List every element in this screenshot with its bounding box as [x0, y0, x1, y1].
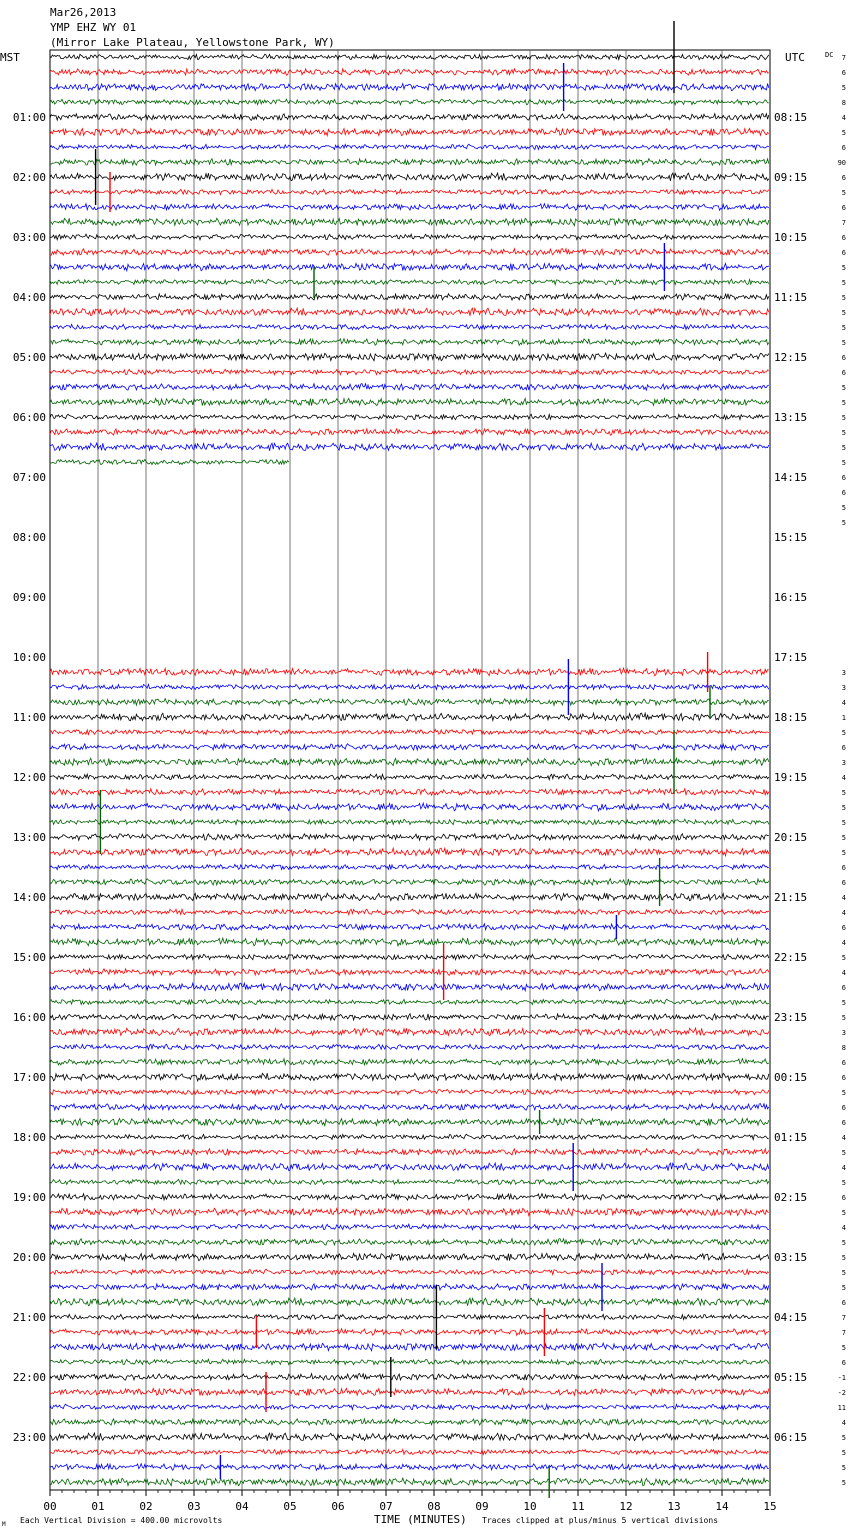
trace-line	[50, 758, 769, 765]
trace-line	[50, 938, 769, 946]
left-hour-label: 11:00	[12, 711, 46, 724]
trace-line	[50, 1343, 769, 1351]
dc-offset-label: 5	[841, 1149, 846, 1157]
dc-offset-label: 6	[841, 1119, 846, 1127]
clip-note: Traces clipped at plus/minus 5 vertical divisions	[482, 1516, 719, 1525]
x-tick-label: 08	[427, 1500, 441, 1513]
left-hour-label: 22:00	[12, 1371, 46, 1384]
left-hour-label: 14:00	[12, 891, 46, 904]
dc-offset-label: 6	[841, 1059, 846, 1067]
x-tick-label: 13	[667, 1500, 681, 1513]
dc-offset-label: 3	[841, 669, 846, 677]
trace-line	[50, 460, 289, 465]
left-hour-label: 04:00	[12, 291, 46, 304]
trace-line	[50, 983, 769, 991]
dc-offset-label: 5	[841, 324, 846, 332]
dc-offset-label: 5	[841, 1089, 846, 1097]
trace-line	[50, 1179, 769, 1184]
dc-offset-label: 6	[841, 474, 846, 482]
trace-line	[50, 308, 769, 316]
trace-line	[50, 294, 769, 300]
left-hour-label: 07:00	[12, 471, 46, 484]
right-hour-label: 19:15	[774, 771, 808, 784]
dc-offset-label: 7	[841, 219, 846, 227]
dc-offset-label: 4	[841, 699, 846, 707]
trace-line	[50, 819, 769, 825]
right-hour-label: 13:15	[774, 411, 808, 424]
trace-line	[50, 834, 769, 841]
dc-offset-label: 6	[841, 174, 846, 182]
left-hour-label: 19:00	[12, 1191, 46, 1204]
trace-line	[50, 1449, 769, 1454]
dc-offset-label: 8	[841, 99, 846, 107]
dc-offset-label: 5	[841, 789, 846, 797]
trace-line	[50, 279, 769, 284]
right-hour-label: 23:15	[774, 1011, 808, 1024]
dc-offset-label: 5	[841, 129, 846, 137]
x-tick-label: 15	[763, 1500, 777, 1513]
trace-line	[50, 729, 769, 734]
trace-line	[50, 1044, 769, 1049]
dc-offset-label: 5	[841, 834, 846, 842]
right-hour-label: 15:15	[774, 531, 808, 544]
dc-offset-label: 5	[841, 999, 846, 1007]
dc-offset-label: 7	[841, 1314, 846, 1322]
left-hour-label: 18:00	[12, 1131, 46, 1144]
trace-line	[50, 189, 769, 194]
trace-line	[50, 789, 769, 795]
x-tick-label: 03	[187, 1500, 201, 1513]
trace-line	[50, 1478, 769, 1486]
dc-offset-label: 3	[841, 684, 846, 692]
left-hour-label: 16:00	[12, 1011, 46, 1024]
event-spikes	[96, 21, 710, 1498]
left-hour-label: 15:00	[12, 951, 46, 964]
trace-line	[50, 1059, 769, 1065]
chart-title: YMP EHZ WY 01	[50, 21, 137, 34]
corner-mark: M	[2, 1521, 6, 1528]
left-hour-label: 09:00	[12, 591, 46, 604]
dc-offset-label: 5	[841, 729, 846, 737]
dc-offset-label: 5	[841, 804, 846, 812]
left-hour-label: 20:00	[12, 1251, 46, 1264]
trace-line	[50, 684, 769, 690]
scale-note: Each Vertical Division = 400.00 microvolts	[20, 1516, 223, 1525]
dc-offset-label: 5	[841, 1014, 846, 1022]
trace-line	[50, 414, 769, 419]
trace-line	[50, 398, 769, 405]
dc-offset-label: 8	[841, 1044, 846, 1052]
trace-line	[50, 114, 769, 121]
trace-line	[50, 1149, 769, 1155]
chart-location: (Mirror Lake Plateau, Yellowstone Park, WY)	[50, 36, 335, 49]
trace-line	[50, 69, 769, 75]
dc-offset-label: 5	[841, 849, 846, 857]
dc-offset-label: 5	[841, 1479, 846, 1487]
dc-label: DC	[825, 51, 834, 59]
dc-offset-label: 4	[841, 114, 846, 122]
dc-offset-label: 5	[841, 1284, 846, 1292]
dc-offset-label: 4	[841, 1419, 846, 1427]
dc-offset-label: 5	[841, 819, 846, 827]
trace-line	[50, 1464, 769, 1471]
trace-line	[50, 1314, 769, 1319]
dc-offset-label: 6	[841, 864, 846, 872]
dc-offset-label: 6	[841, 69, 846, 77]
dc-offset-label: 3	[841, 1029, 846, 1037]
right-hour-label: 10:15	[774, 231, 808, 244]
x-tick-label: 09	[475, 1500, 489, 1513]
dc-offset-label: 5	[841, 1179, 846, 1187]
dc-offset-label: 5	[841, 414, 846, 422]
trace-line	[50, 744, 769, 750]
dc-offset-label: 4	[841, 1224, 846, 1232]
trace-line	[50, 699, 769, 706]
left-hour-label: 10:00	[12, 651, 46, 664]
dc-offset-label: 6	[841, 1104, 846, 1112]
dc-offset-label: 5	[841, 1209, 846, 1217]
dc-offset-label: 6	[841, 984, 846, 992]
dc-offset-label: 4	[841, 1134, 846, 1142]
x-tick-label: 06	[331, 1500, 345, 1513]
right-hour-label: 08:15	[774, 111, 808, 124]
left-hour-label: 02:00	[12, 171, 46, 184]
dc-offset-label: 11	[837, 1404, 846, 1412]
x-tick-label: 04	[235, 1500, 249, 1513]
dc-offset-label: 5	[841, 1239, 846, 1247]
dc-offset-label: 90	[837, 159, 846, 167]
dc-offset-label: 6	[841, 1299, 846, 1307]
dc-offset-label: 6	[841, 924, 846, 932]
dc-offset-label: 6	[841, 204, 846, 212]
trace-line	[50, 1104, 769, 1111]
right-hour-label: 20:15	[774, 831, 808, 844]
dc-offset-label: 5	[841, 1434, 846, 1442]
dc-offset-label: 5	[841, 444, 846, 452]
dc-offset-label: 5	[841, 954, 846, 962]
trace-line	[50, 1269, 769, 1274]
x-tick-label: 05	[283, 1500, 297, 1513]
chart-footer	[2, 1513, 718, 1528]
trace-line	[50, 218, 769, 226]
trace-line	[50, 668, 769, 676]
x-tick-label: 14	[715, 1500, 729, 1513]
trace-line	[50, 324, 769, 329]
trace-line	[50, 1089, 769, 1095]
trace-line	[50, 99, 769, 105]
left-hour-label: 13:00	[12, 831, 46, 844]
dc-offset-label: 6	[841, 144, 846, 152]
trace-line	[50, 84, 769, 91]
right-hour-label: 05:15	[774, 1371, 808, 1384]
right-zone-label: UTC	[785, 51, 805, 64]
trace-line	[50, 54, 769, 59]
right-hour-label: 12:15	[774, 351, 808, 364]
trace-line	[50, 128, 769, 135]
right-hour-label: 02:15	[774, 1191, 808, 1204]
trace-line	[50, 1208, 769, 1216]
dc-offset-label: 5	[841, 399, 846, 407]
trace-line	[50, 173, 769, 181]
x-tick-label: 02	[139, 1500, 153, 1513]
x-tick-label: 11	[571, 1500, 585, 1513]
dc-offset-label: 4	[841, 939, 846, 947]
dc-offset-label: 6	[841, 879, 846, 887]
trace-line	[50, 443, 769, 451]
right-hour-label: 18:15	[774, 711, 808, 724]
dc-offset-label: 5	[841, 84, 846, 92]
trace-line	[50, 429, 769, 436]
left-hour-labels	[13, 111, 46, 1444]
trace-line	[50, 144, 769, 149]
trace-line	[50, 353, 769, 361]
dc-offset-label: 5	[841, 519, 846, 527]
left-hour-label: 21:00	[12, 1311, 46, 1324]
trace-line	[50, 1388, 769, 1395]
right-hour-label: 21:15	[774, 891, 808, 904]
trace-line	[50, 954, 769, 960]
trace-line	[50, 234, 769, 240]
dc-offset-label: 5	[841, 459, 846, 467]
trace-line	[50, 879, 769, 885]
dc-offset-label: 6	[841, 354, 846, 362]
chart-header	[0, 6, 833, 64]
dc-offset-label: 5	[841, 504, 846, 512]
x-axis-title: TIME (MINUTES)	[374, 1513, 467, 1526]
dc-offset-label: 6	[841, 1194, 846, 1202]
trace-line	[50, 969, 769, 976]
dc-offset-label: 5	[841, 1344, 846, 1352]
trace-line	[50, 803, 769, 811]
trace-line	[50, 339, 769, 346]
x-tick-label: 00	[43, 1500, 57, 1513]
left-hour-label: 01:00	[12, 111, 46, 124]
right-hour-label: 04:15	[774, 1311, 808, 1324]
right-hour-label: 14:15	[774, 471, 808, 484]
left-hour-label: 03:00	[12, 231, 46, 244]
dc-offset-label: 7	[841, 1329, 846, 1337]
trace-line	[50, 1073, 769, 1081]
x-axis	[43, 1490, 776, 1513]
chart-date: Mar26,2013	[50, 6, 117, 19]
dc-offset-label: 6	[841, 369, 846, 377]
dc-offset-label: 5	[841, 309, 846, 317]
trace-line	[50, 713, 769, 721]
dc-offset-label: -2	[837, 1389, 846, 1397]
trace-line	[50, 1239, 769, 1246]
dc-offset-label: 6	[841, 744, 846, 752]
right-hour-label: 11:15	[774, 291, 808, 304]
dc-offset-label: 5	[841, 429, 846, 437]
dc-offset-label: 5	[841, 1449, 846, 1457]
trace-line	[50, 384, 769, 391]
dc-offset-labels	[838, 54, 846, 1487]
trace-line	[50, 204, 769, 211]
right-hour-label: 01:15	[774, 1131, 808, 1144]
trace-line	[50, 774, 769, 780]
dc-offset-label: 5	[841, 1254, 846, 1262]
dc-offset-label: 5	[841, 294, 846, 302]
right-hour-label: 22:15	[774, 951, 808, 964]
trace-line	[50, 1253, 769, 1260]
left-hour-label: 08:00	[12, 531, 46, 544]
trace-line	[50, 1284, 769, 1290]
dc-offset-label: 1	[841, 714, 846, 722]
trace-line	[50, 864, 769, 869]
trace-line	[50, 1404, 769, 1409]
right-hour-label: 03:15	[774, 1251, 808, 1264]
left-hour-label: 17:00	[12, 1071, 46, 1084]
trace-line	[50, 1359, 769, 1365]
x-tick-label: 01	[91, 1500, 105, 1513]
right-hour-label: 06:15	[774, 1431, 808, 1444]
trace-line	[50, 1028, 769, 1036]
trace-line	[50, 159, 769, 165]
dc-offset-label: 6	[841, 249, 846, 257]
dc-offset-label: 5	[841, 384, 846, 392]
x-tick-label: 07	[379, 1500, 393, 1513]
trace-line	[50, 1374, 769, 1381]
trace-line	[50, 893, 769, 901]
trace-line	[50, 1419, 769, 1426]
dc-offset-label: 4	[841, 969, 846, 977]
dc-offset-label: 5	[841, 279, 846, 287]
dc-offset-label: 5	[841, 339, 846, 347]
dc-offset-label: 6	[841, 1074, 846, 1082]
right-hour-label: 00:15	[774, 1071, 808, 1084]
right-hour-labels	[774, 111, 807, 1444]
left-hour-label: 12:00	[12, 771, 46, 784]
trace-line	[50, 1014, 769, 1020]
x-tick-label: 12	[619, 1500, 633, 1513]
x-tick-label: 10	[523, 1500, 537, 1513]
trace-line	[50, 1433, 769, 1441]
trace-line	[50, 999, 769, 1004]
trace-line	[50, 1118, 769, 1125]
trace-line	[50, 1163, 769, 1171]
dc-offset-label: 4	[841, 774, 846, 782]
trace-line	[50, 1329, 769, 1336]
trace-line	[50, 369, 769, 375]
dc-offset-label: 5	[841, 1269, 846, 1277]
dc-offset-label: 4	[841, 894, 846, 902]
dc-offset-label: 4	[841, 909, 846, 917]
left-hour-label: 05:00	[12, 351, 46, 364]
trace-line	[50, 1298, 769, 1306]
left-zone-label: MST	[0, 51, 20, 64]
dc-offset-label: 6	[841, 489, 846, 497]
trace-line	[50, 1194, 769, 1201]
left-hour-label: 23:00	[12, 1431, 46, 1444]
dc-offset-label: 3	[841, 759, 846, 767]
dc-offset-label: 7	[841, 54, 846, 62]
trace-line	[50, 263, 769, 270]
dc-offset-label: 6	[841, 234, 846, 242]
dc-offset-label: -1	[837, 1374, 846, 1382]
trace-line	[50, 924, 769, 930]
trace-line	[50, 1224, 769, 1230]
trace-group	[50, 54, 769, 1486]
dc-offset-label: 5	[841, 264, 846, 272]
trace-line	[50, 909, 769, 915]
dc-offset-label: 6	[841, 1359, 846, 1367]
dc-offset-label: 5	[841, 189, 846, 197]
right-hour-label: 09:15	[774, 171, 808, 184]
trace-line	[50, 249, 769, 256]
right-hour-label: 17:15	[774, 651, 808, 664]
dc-offset-label: 4	[841, 1164, 846, 1172]
dc-offset-label: 5	[841, 1464, 846, 1472]
trace-line	[50, 1134, 769, 1139]
left-hour-label: 06:00	[12, 411, 46, 424]
trace-line	[50, 848, 769, 856]
right-hour-label: 16:15	[774, 591, 808, 604]
